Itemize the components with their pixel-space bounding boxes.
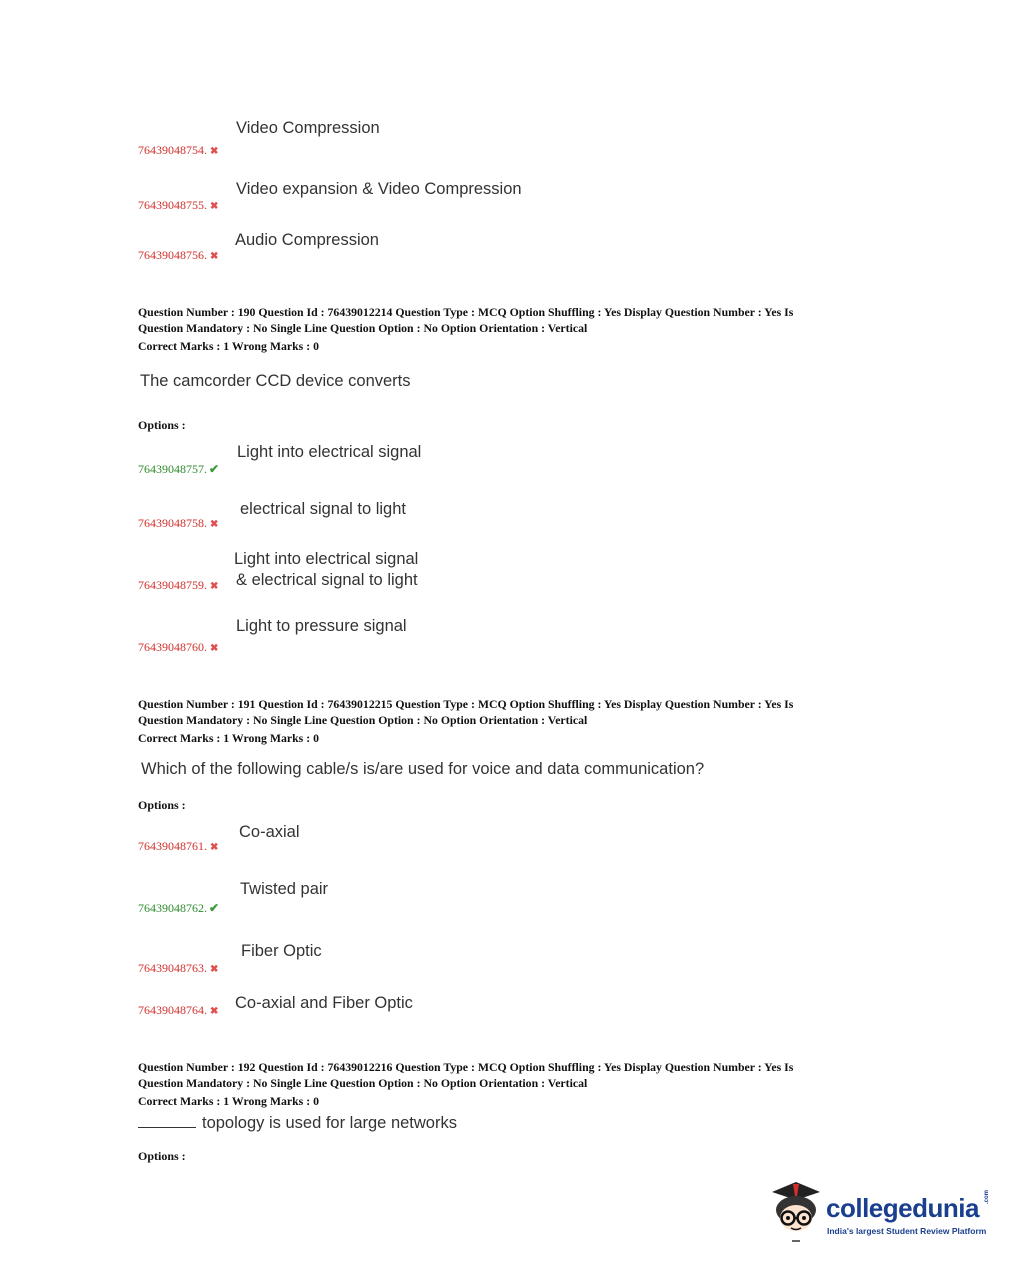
option-text: Light to pressure signal [236,617,407,635]
question-text: topology is used for large networks [202,1114,457,1132]
option-id-label: 76439048763. [138,961,207,975]
cross-icon: ✖ [210,251,219,262]
option-text: Light into electrical signal [237,443,422,461]
check-icon: ✔ [209,462,220,476]
fill-blank [138,1126,196,1128]
option-text: Video Compression [236,119,380,137]
cross-icon: ✖ [210,581,219,592]
option-id-label: 76439048760. [138,640,207,654]
cross-icon: ✖ [210,842,219,853]
option-text: Co-axial and Fiber Optic [235,994,413,1012]
option-id [138,198,218,213]
question-meta [138,697,898,747]
option-text: Light into electrical signal [234,550,419,568]
check-icon: ✔ [209,901,220,915]
collegedunia-logo [766,1176,996,1246]
question-meta-line: Question Number : 191 Question Id : 76439012215 Question Type : MCQ Option Shuffling : Yes Display Question Number : Yes Is [138,697,794,711]
question-marks: Correct Marks : 1 Wrong Marks : 0 [138,339,319,353]
option-id-label: 76439048759. [138,578,207,592]
option-id-label: 76439048761. [138,839,207,853]
cross-icon: ✖ [210,643,219,654]
option-id [138,462,219,477]
question-meta-line: Question Number : 190 Question Id : 76439012214 Question Type : MCQ Option Shuffling : Yes Display Question Number : Yes Is [138,305,794,319]
option-text: Audio Compression [235,231,379,249]
logo-tagline: India's largest Student Review Platform [827,1226,987,1236]
cross-icon: ✖ [210,964,219,975]
option-id-label: 76439048755. [138,198,207,212]
cross-icon: ✖ [210,146,219,157]
option-id-label: 76439048757. [138,462,207,476]
question-meta [138,1060,898,1110]
question-marks: Correct Marks : 1 Wrong Marks : 0 [138,731,319,745]
question-text-row [138,1114,457,1133]
option-id-label: 76439048764. [138,1003,207,1017]
cross-icon: ✖ [210,201,219,212]
question-meta-line: Question Number : 192 Question Id : 76439012216 Question Type : MCQ Option Shuffling : Yes Display Question Number : Yes Is [138,1060,794,1074]
option-text: electrical signal to light [240,500,406,518]
option-id [138,578,218,593]
option-id [138,248,218,263]
option-text: Fiber Optic [241,942,322,960]
cross-icon: ✖ [210,519,219,530]
question-marks: Correct Marks : 1 Wrong Marks : 0 [138,1094,319,1108]
option-id [138,640,218,655]
question-meta [138,305,898,355]
option-id-label: 76439048754. [138,143,207,157]
option-id [138,901,219,916]
option-id [138,516,218,531]
logo-name: collegedunia [826,1193,979,1223]
student-mascot-icon [766,1178,826,1244]
option-id [138,839,218,854]
option-id-label: 76439048756. [138,248,207,262]
option-id-label: 76439048762. [138,901,207,915]
logo-com: .com [984,1189,990,1204]
option-id-label: 76439048758. [138,516,207,530]
option-id [138,961,218,976]
question-meta-line: Question Mandatory : No Single Line Question Option : No Option Orientation : Vertical [138,712,588,727]
question-text: Which of the following cable/s is/are used for voice and data communication? [141,760,705,778]
option-text: Video expansion & Video Compression [236,180,522,198]
options-label: Options : [138,418,186,432]
options-label: Options : [138,1149,186,1163]
option-text: Co-axial [239,823,300,841]
option-id [138,1003,218,1018]
question-meta-line: Question Mandatory : No Single Line Question Option : No Option Orientation : Vertical [138,1075,588,1090]
option-id [138,143,218,158]
option-text: Twisted pair [240,880,329,898]
cross-icon: ✖ [210,1006,219,1017]
options-label: Options : [138,798,186,812]
question-meta-line: Question Mandatory : No Single Line Question Option : No Option Orientation : Vertical [138,320,588,335]
option-text: & electrical signal to light [236,571,418,589]
question-text: The camcorder CCD device converts [140,372,411,390]
